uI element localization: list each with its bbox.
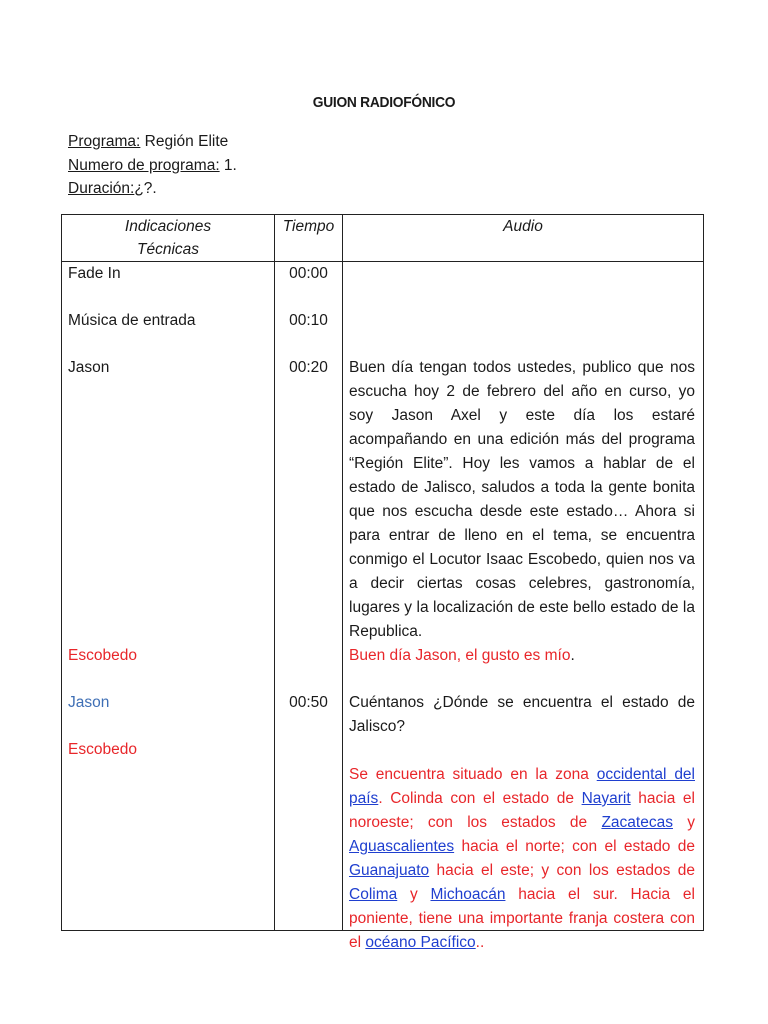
duracion-line <box>68 177 237 201</box>
time-0000: 00:00 <box>289 265 328 282</box>
table-header-row <box>62 215 704 262</box>
duracion-label: Duración: <box>68 180 135 197</box>
indication-jason-2: Jason <box>68 694 110 711</box>
link-colima[interactable]: Colima <box>349 886 398 903</box>
header-tiempo: Tiempo <box>275 215 343 262</box>
time-0010: 00:10 <box>289 312 328 329</box>
audio-escobedo-answer: Se encuentra situado en la zona occidental del país. Colinda con el estado de Nayarit hacia el noroeste; con los estados de Zacatecas y Aguascalientes hacia el norte; con el estado de Guanajuato hacia el este; y con los estados de Colima y Michoacán hacia el sur. Hacia el poniente, tiene una importante franja costera con el océano Pacífico.. <box>349 766 695 951</box>
link-occidental[interactable]: occidental del país <box>349 766 695 807</box>
programa-line <box>68 130 237 154</box>
link-zacatecas[interactable]: Zacatecas <box>601 814 673 831</box>
indication-jason: Jason <box>68 359 110 376</box>
link-oceano-pacifico[interactable]: océano Pacífico <box>365 934 476 951</box>
numero-label: Numero de programa: <box>68 156 220 174</box>
audio-cell <box>343 262 704 951</box>
audio-jason-question: Cuéntanos ¿Dónde se encuentra el estado de Jalisco? <box>349 694 695 735</box>
link-michoacan[interactable]: Michoacán <box>430 886 506 903</box>
program-metadata <box>68 130 237 201</box>
indication-escobedo: Escobedo <box>68 647 137 664</box>
link-guanajuato[interactable]: Guanajuato <box>349 862 430 879</box>
indication-musica: Música de entrada <box>68 312 196 329</box>
document-title: GUION RADIOFÓNICO <box>312 94 456 111</box>
table-body-row <box>62 262 704 931</box>
time-0020: 00:20 <box>289 359 328 376</box>
indication-fade-in: Fade In <box>68 265 121 282</box>
header-indicaciones: Indicaciones Técnicas <box>62 215 275 262</box>
numero-line <box>68 154 237 178</box>
link-aguascalientes[interactable]: Aguascalientes <box>349 838 455 855</box>
times-cell <box>275 262 343 931</box>
link-nayarit[interactable]: Nayarit <box>581 790 631 807</box>
indication-escobedo-2: Escobedo <box>68 741 137 758</box>
duracion-value: ¿?. <box>134 180 157 197</box>
numero-value: 1. <box>219 156 237 174</box>
audio-jason-intro: Buen día tengan todos ustedes, publico que nos escucha hoy 2 de febrero del año en curso, yo soy Jason Axel y este día los estaré acompañando en una edición más del programa “Región Elite”. Hoy les vamos a hablar de el estado de Jalisco, saludos a toda la gente bonita que nos escucha desde este estado… Ahora si para entrar de lleno en el tema, se encuentra conmigo el Locutor Isaac Escobedo, quien nos va a decir ciertas cosas celebres, gastronomía, lugares y la localización de este bello estado de la Republica. <box>349 359 695 640</box>
audio-escobedo-greeting: Buen día Jason, el gusto es mío. <box>349 647 575 664</box>
script-table <box>61 214 704 951</box>
programa-label: Programa: <box>68 133 141 150</box>
indications-cell <box>62 262 275 931</box>
time-0050: 00:50 <box>289 694 328 711</box>
programa-value: Región Elite <box>140 133 229 150</box>
header-audio: Audio <box>343 215 704 262</box>
